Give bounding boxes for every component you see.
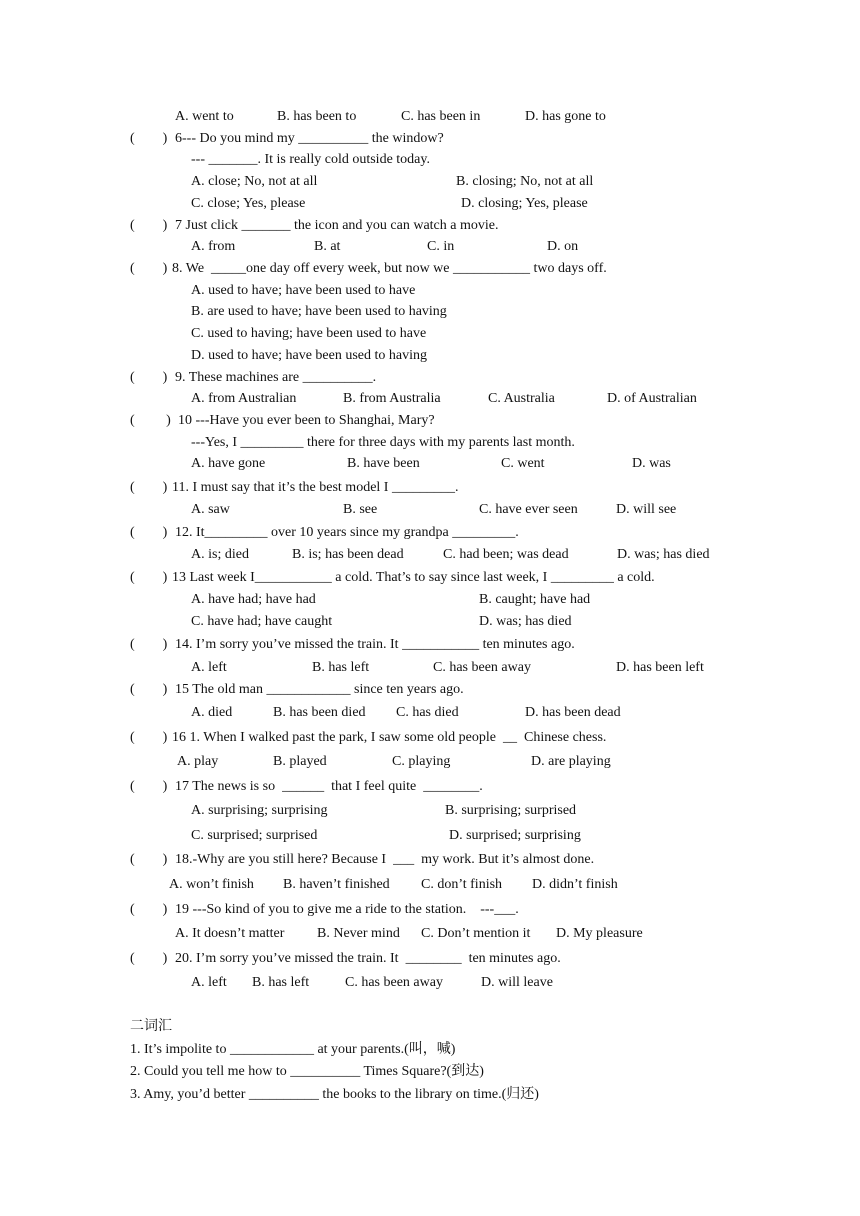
body-text: 3. Amy, you’d better __________ the books to the library on time.(归还) bbox=[130, 1087, 539, 1102]
answer-option: B. see bbox=[343, 502, 378, 517]
options-line bbox=[0, 501, 860, 519]
answer-option: A. died bbox=[191, 705, 233, 720]
answer-option: D. was bbox=[632, 456, 671, 471]
answer-option: C. Australia bbox=[488, 391, 555, 406]
answer-option: D. will see bbox=[616, 502, 677, 517]
question-line bbox=[0, 636, 860, 654]
body-text: 2. Could you tell me how to __________ Times Square?(到达) bbox=[130, 1064, 484, 1079]
answer-option: B. has been to bbox=[277, 109, 357, 124]
answer-option: B. played bbox=[273, 754, 327, 769]
answer-option: D. My pleasure bbox=[556, 926, 643, 941]
answer-option: D. will leave bbox=[481, 975, 553, 990]
answer-option: D. closing; Yes, please bbox=[461, 196, 588, 211]
question-line bbox=[0, 217, 860, 235]
answer-option: B. has left bbox=[252, 975, 310, 990]
answer-option: C. has been away bbox=[345, 975, 443, 990]
options-line bbox=[0, 876, 860, 894]
text-line bbox=[0, 347, 860, 365]
text-line bbox=[0, 1018, 860, 1036]
question-text: 15 The old man ____________ since ten years ago. bbox=[175, 682, 464, 697]
answer-option: D. surprised; surprising bbox=[449, 828, 581, 843]
body-text: 二词汇 bbox=[130, 1019, 172, 1034]
answer-blank-paren: ( ) bbox=[130, 682, 168, 697]
answer-blank-paren: ( ) bbox=[130, 779, 168, 794]
answer-option: B. surprising; surprised bbox=[445, 803, 577, 818]
body-text: --- _______. It is really cold outside today. bbox=[191, 152, 430, 167]
answer-blank-paren: ( ) bbox=[130, 370, 168, 385]
options-line bbox=[0, 173, 860, 191]
answer-blank-paren: ( ) bbox=[130, 730, 168, 745]
question-line bbox=[0, 729, 860, 747]
question-text: 19 ---So kind of you to give me a ride to the station. ---___. bbox=[175, 902, 519, 917]
question-text: 17 The news is so ______ that I feel quite ________. bbox=[175, 779, 483, 794]
answer-option: B. has left bbox=[312, 660, 370, 675]
text-line bbox=[0, 1063, 860, 1081]
answer-option: A. is; died bbox=[191, 547, 249, 562]
text-line bbox=[0, 1086, 860, 1104]
text-line bbox=[0, 151, 860, 169]
answer-option: C. has been in bbox=[401, 109, 481, 124]
answer-option: C. has died bbox=[396, 705, 459, 720]
answer-option: B. has been died bbox=[273, 705, 366, 720]
answer-option: D. has been dead bbox=[525, 705, 621, 720]
text-line bbox=[0, 434, 860, 452]
question-line bbox=[0, 479, 860, 497]
options-line bbox=[0, 827, 860, 845]
options-line bbox=[0, 704, 860, 722]
question-line bbox=[0, 778, 860, 796]
question-text: 16 1. When I walked past the park, I saw some old people __ Chinese chess. bbox=[172, 730, 607, 745]
answer-option: B. caught; have had bbox=[479, 592, 591, 607]
answer-option: A. surprising; surprising bbox=[191, 803, 328, 818]
question-text: 6--- Do you mind my __________ the window? bbox=[175, 131, 444, 146]
answer-blank-paren: ( ) bbox=[130, 218, 168, 233]
answer-option: D. are playing bbox=[531, 754, 611, 769]
answer-option: D. was; has died bbox=[617, 547, 710, 562]
answer-option: C. in bbox=[427, 239, 455, 254]
body-text: B. are used to have; have been used to having bbox=[191, 304, 447, 319]
answer-option: A. have had; have had bbox=[191, 592, 316, 607]
answer-option: A. It doesn’t matter bbox=[175, 926, 285, 941]
options-line bbox=[0, 238, 860, 256]
text-line bbox=[0, 325, 860, 343]
options-line bbox=[0, 753, 860, 771]
answer-option: C. don’t finish bbox=[421, 877, 503, 892]
question-line bbox=[0, 260, 860, 278]
answer-option: D. has gone to bbox=[525, 109, 606, 124]
answer-option: B. Never mind bbox=[317, 926, 400, 941]
body-text: C. used to having; have been used to have bbox=[191, 326, 427, 341]
options-line bbox=[0, 108, 860, 126]
answer-option: B. from Australia bbox=[343, 391, 441, 406]
answer-option: A. play bbox=[177, 754, 219, 769]
answer-option: C. went bbox=[501, 456, 545, 471]
answer-option: D. has been left bbox=[616, 660, 704, 675]
options-line bbox=[0, 195, 860, 213]
question-text: 18.-Why are you still here? Because I ___ my work. But it’s almost done. bbox=[175, 852, 595, 867]
text-line bbox=[0, 1041, 860, 1059]
answer-blank-paren: ( ) bbox=[130, 131, 168, 146]
answer-option: B. at bbox=[314, 239, 341, 254]
answer-option: C. had been; was dead bbox=[443, 547, 569, 562]
answer-option: A. won’t finish bbox=[169, 877, 254, 892]
options-line bbox=[0, 974, 860, 992]
answer-option: B. haven’t finished bbox=[283, 877, 390, 892]
answer-option: A. have gone bbox=[191, 456, 266, 471]
question-line bbox=[0, 569, 860, 587]
answer-blank-paren: ( ) bbox=[130, 570, 168, 585]
answer-option: B. is; has been dead bbox=[292, 547, 404, 562]
question-text: 9. These machines are __________. bbox=[175, 370, 377, 385]
question-text: 12. It_________ over 10 years since my grandpa _________. bbox=[175, 525, 519, 540]
question-line bbox=[0, 901, 860, 919]
text-line bbox=[0, 303, 860, 321]
answer-option: B. have been bbox=[347, 456, 420, 471]
answer-option: C. playing bbox=[392, 754, 451, 769]
body-text: ---Yes, I _________ there for three days with my parents last month. bbox=[191, 435, 575, 450]
question-text: 7 Just click _______ the icon and you can watch a movie. bbox=[175, 218, 499, 233]
answer-option: D. was; has died bbox=[479, 614, 572, 629]
options-line bbox=[0, 802, 860, 820]
question-line bbox=[0, 851, 860, 869]
question-text: 20. I’m sorry you’ve missed the train. It ________ ten minutes ago. bbox=[175, 951, 561, 966]
body-text: A. used to have; have been used to have bbox=[191, 283, 416, 298]
question-text: 11. I must say that it’s the best model I _________. bbox=[172, 480, 459, 495]
answer-option: B. closing; No, not at all bbox=[456, 174, 594, 189]
question-text: 14. I’m sorry you’ve missed the train. It ___________ ten minutes ago. bbox=[175, 637, 575, 652]
question-text: 10 ---Have you ever been to Shanghai, Mary? bbox=[178, 413, 435, 428]
answer-blank-paren: ( ) bbox=[130, 525, 168, 540]
body-text: 1. It’s impolite to ____________ at your parents.(叫，喊) bbox=[130, 1042, 456, 1057]
options-line bbox=[0, 613, 860, 631]
answer-option: A. from Australian bbox=[191, 391, 297, 406]
answer-blank-paren: ( ) bbox=[130, 951, 168, 966]
options-line bbox=[0, 591, 860, 609]
answer-option: C. surprised; surprised bbox=[191, 828, 318, 843]
answer-blank-paren: ( ) bbox=[130, 637, 168, 652]
question-text: 8. We _____one day off every week, but now we ___________ two days off. bbox=[172, 261, 607, 276]
options-line bbox=[0, 546, 860, 564]
answer-option: C. have ever seen bbox=[479, 502, 578, 517]
answer-option: A. from bbox=[191, 239, 236, 254]
options-line bbox=[0, 455, 860, 473]
question-line bbox=[0, 681, 860, 699]
answer-blank-paren: ( ) bbox=[130, 261, 168, 276]
options-line bbox=[0, 925, 860, 943]
answer-blank-paren: ( ) bbox=[130, 852, 168, 867]
question-line bbox=[0, 524, 860, 542]
answer-option: D. didn’t finish bbox=[532, 877, 618, 892]
answer-blank-paren: ( ) bbox=[130, 480, 168, 495]
answer-option: A. saw bbox=[191, 502, 230, 517]
question-line bbox=[0, 369, 860, 387]
answer-blank-paren: ( ) bbox=[130, 902, 168, 917]
answer-option: A. went to bbox=[175, 109, 234, 124]
question-line bbox=[0, 950, 860, 968]
question-line bbox=[0, 130, 860, 148]
options-line bbox=[0, 390, 860, 408]
answer-option: C. has been away bbox=[433, 660, 531, 675]
body-text: D. used to have; have been used to having bbox=[191, 348, 427, 363]
answer-option: C. Don’t mention it bbox=[421, 926, 531, 941]
answer-option: A. left bbox=[191, 975, 227, 990]
answer-option: D. of Australian bbox=[607, 391, 697, 406]
answer-option: C. have had; have caught bbox=[191, 614, 333, 629]
answer-option: D. on bbox=[547, 239, 579, 254]
answer-option: A. left bbox=[191, 660, 227, 675]
options-line bbox=[0, 659, 860, 677]
question-text: 13 Last week I___________ a cold. That’s to say since last week, I _________ a cold. bbox=[172, 570, 655, 585]
question-line bbox=[0, 412, 860, 430]
answer-blank-paren: ( ) bbox=[130, 413, 171, 428]
text-line bbox=[0, 282, 860, 300]
answer-option: C. close; Yes, please bbox=[191, 196, 306, 211]
answer-option: A. close; No, not at all bbox=[191, 174, 318, 189]
